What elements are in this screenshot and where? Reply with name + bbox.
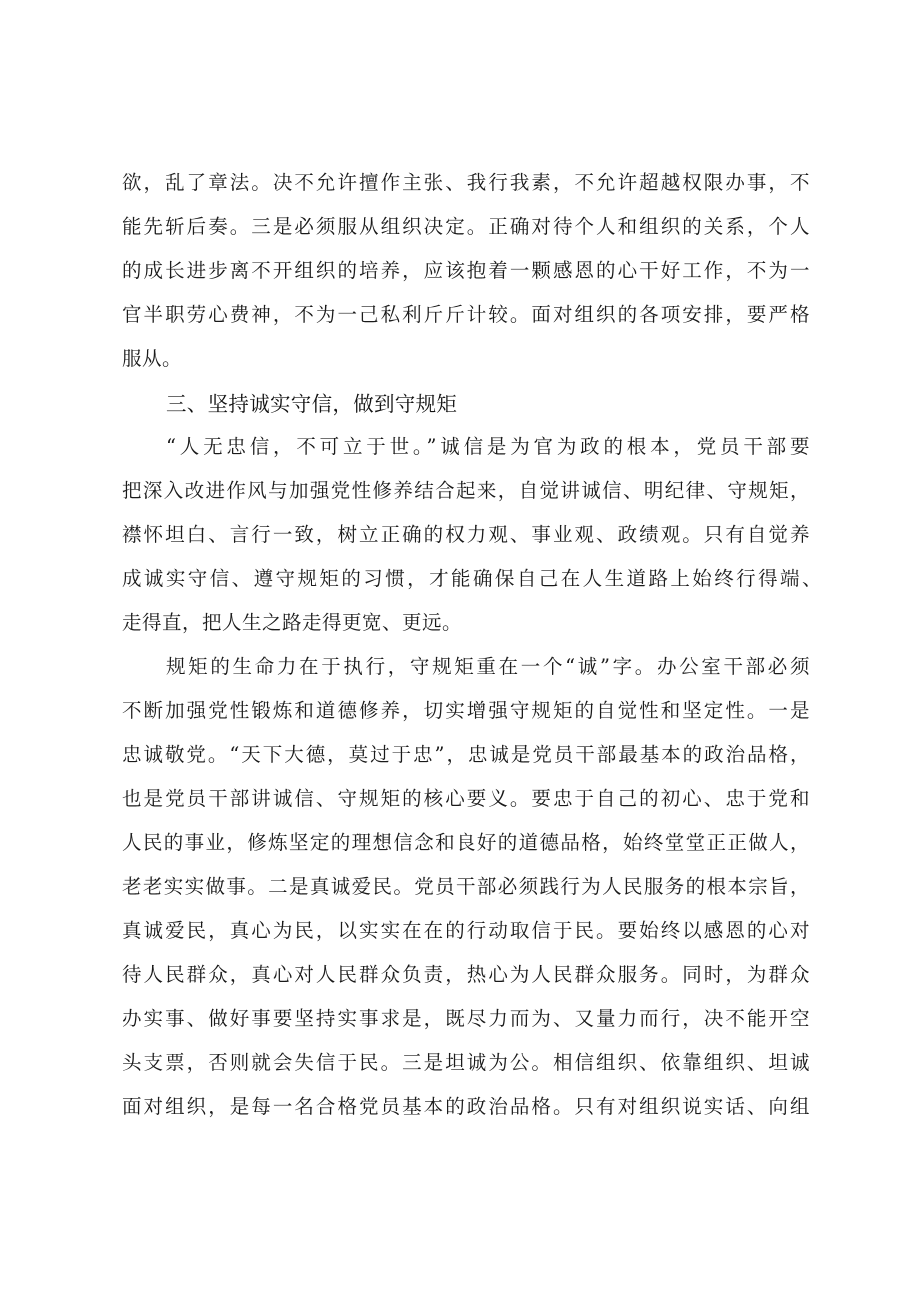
- text-line: 面对组织，是每一名合格党员基本的政治品格。只有对组织说实话、向组: [122, 1095, 810, 1118]
- text-line: 真诚爱民，真心为民，以实实在在的行动取信于民。要始终以感恩的心对: [122, 919, 810, 942]
- text-line: 襟怀坦白、言行一致，树立正确的权力观、事业观、政绩观。只有自觉养: [122, 523, 810, 546]
- text-line: 待人民群众，真心对人民群众负责，热心为人民群众服务。同时，为群众: [122, 963, 810, 986]
- text-line: 把深入改进作风与加强党性修养结合起来，自觉讲诚信、明纪律、守规矩，: [122, 479, 810, 502]
- text-line: 头支票，否则就会失信于民。三是坦诚为公。相信组织、依靠组织、坦诚: [122, 1051, 810, 1074]
- text-line: 办实事、做好事要坚持实事求是，既尽力而为、又量力而行，决不能开空: [122, 1007, 810, 1030]
- text-line: 人民的事业，修炼坚定的理想信念和良好的道德品格，始终堂堂正正做人，: [122, 831, 810, 854]
- text-line: 成诚实守信、遵守规矩的习惯，才能确保自己在人生道路上始终行得端、: [122, 567, 822, 590]
- text-line: 的成长进步离不开组织的培养，应该抱着一颗感恩的心干好工作，不为一: [122, 259, 810, 282]
- text-line: 不断加强党性锻炼和道德修养，切实增强守规矩的自觉性和坚定性。一是: [122, 699, 810, 722]
- text-line: 老老实实做事。二是真诚爱民。党员干部必须践行为人民服务的根本宗旨，: [122, 875, 810, 898]
- text-line: 能先斩后奏。三是必须服从组织决定。正确对待个人和组织的关系，个人: [122, 215, 810, 238]
- section-heading: 三、坚持诚实守信，做到守规矩: [166, 392, 458, 416]
- text-line: 走得直，把人生之路走得更宽、更远。: [122, 611, 463, 634]
- text-line: 规矩的生命力在于执行，守规矩重在一个“诚”字。办公室干部必须: [166, 655, 810, 678]
- text-line: “人无忠信，不可立于世。”诚信是为官为政的根本，党员干部要: [166, 435, 810, 458]
- text-line: 忠诚敬党。“天下大德，莫过于忠”，忠诚是党员干部最基本的政治品格，: [122, 743, 810, 766]
- text-line: 欲，乱了章法。决不允许擅作主张、我行我素，不允许超越权限办事，不: [122, 171, 810, 194]
- text-line: 官半职劳心费神，不为一己私利斤斤计较。面对组织的各项安排，要严格: [122, 303, 810, 326]
- text-line: 也是党员干部讲诚信、守规矩的核心要义。要忠于自己的初心、忠于党和: [122, 787, 810, 810]
- text-line: 服从。: [122, 347, 183, 370]
